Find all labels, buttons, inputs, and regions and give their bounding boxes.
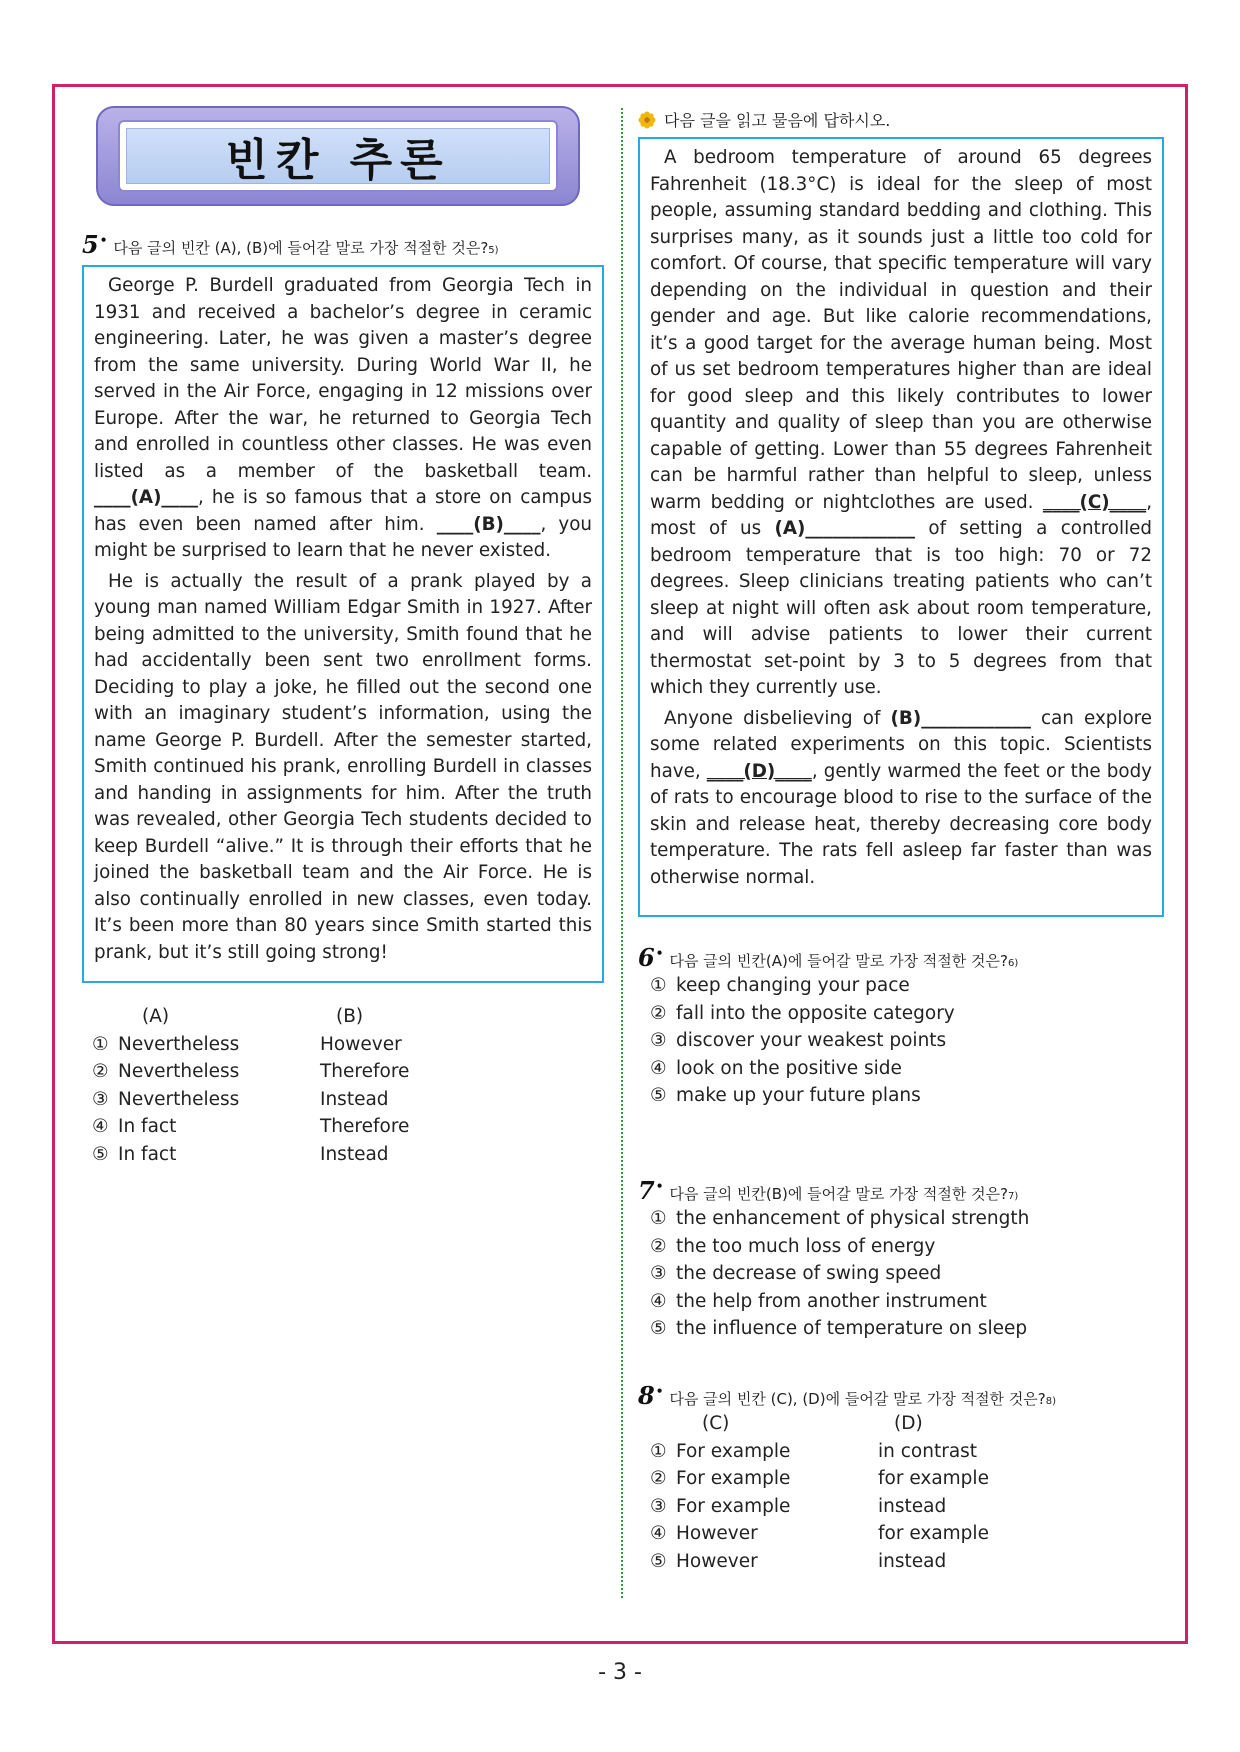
question-5-options bbox=[82, 1003, 604, 1169]
question-number: 8 • bbox=[638, 1381, 663, 1410]
question-8-header bbox=[638, 1381, 1164, 1410]
option-2[interactable]: ② Nevertheless Therefore bbox=[92, 1061, 410, 1083]
passage-paragraph: George P. Burdell graduated from Georgia Tech in 1931 and received a bachelor’s degree in ceramic engineering. Later, he was given a master’s degree from the same university. During World War II, he served in the Air Force, engaging in 12 missions over Europe. After the war, he returned to Georgia Tech and enrolled in countless other classes. He was even listed as a member of the basketball team. ____(A)____, he is so famous that a store on campus has even been named after him. ____(B)____, you might be surprised to learn that he never existed. bbox=[94, 275, 593, 561]
option-5[interactable]: ⑤ However instead bbox=[650, 1550, 947, 1572]
flower-icon bbox=[638, 111, 656, 129]
option-1[interactable]: ① the enhancement of physical strength bbox=[650, 1207, 1030, 1229]
blank-a: ____(A)____ bbox=[94, 487, 198, 508]
right-column bbox=[638, 108, 1164, 1576]
option-2[interactable]: ② fall into the opposite category bbox=[650, 1002, 955, 1024]
option-4[interactable]: ④ In fact Therefore bbox=[92, 1116, 410, 1138]
footnote-ref: 8) bbox=[1045, 1395, 1057, 1407]
page-number: - 3 - bbox=[598, 1660, 642, 1685]
blank-b: ____(B)____ bbox=[436, 513, 541, 535]
question-7-options bbox=[638, 1205, 1164, 1343]
passage-paragraph: He is actually the result of a prank played by a young man named William Edgar Smith in 1927. After being admitted to the university, Smith found that he had accidentally been sent two enrollment forms. Deciding to play a joke, he filled out the second one with an imaginary student’s information, using the name George P. Burdell. After the semester started, Smith continued his prank, enrolling Burdell in classes and handing in assignments for him. After the truth was revealed, other Georgia Tech students decided to keep Burdell “alive.” It is through their efforts that he joined the basketball team and the Air Force. He is also continually enrolled in new classes, even today. It’s been more than 80 years since Smith started this prank, but it’s still going strong! bbox=[94, 570, 592, 963]
option-3[interactable]: ③ discover your weakest points bbox=[650, 1030, 947, 1052]
footnote-ref: 6) bbox=[1008, 958, 1019, 969]
column-label-a: (A) bbox=[142, 1006, 170, 1027]
question-7-header bbox=[638, 1176, 1164, 1205]
passage-paragraph: A bedroom temperature of around 65 degrees Fahrenheit (18.3°C) is ideal for the sleep of most people, assuming standard bedding and clothing. This surprises many, as it sounds just a little too cold for comfort. Of course, that specific temperature will vary depending on the individual in question and their gender and age. But like calorie recommendations, it’s a good target for the average human being. Most of us set bedroom temperatures higher than are ideal for good sleep and this likely contributes to lower quantity and quality of sleep than you are otherwise capable of getting. Lower than 55 degrees Fahrenheit can be harmful rather than helpful to sleep, unless warm bedding or nightclothes are used. ____(C)____, most of us (A)____________ of setting a controlled bedroom temperature that is too high: 70 or 72 degrees. Sleep clinicians treating patients who can’t sleep at night will often ask about room temperature, and will advise patients to lower their current thermostat set-point by 3 to 5 degrees from that which they currently use. bbox=[650, 147, 1153, 698]
option-5[interactable]: ⑤ In fact Instead bbox=[92, 1143, 389, 1165]
question-prompt: 다음 글의 빈칸 (C), (D)에 들어갈 말로 가장 적절한 것은? bbox=[669, 1389, 1046, 1408]
column-label-b: (B) bbox=[336, 1006, 364, 1027]
options-header bbox=[92, 1003, 604, 1031]
blank-a: (A)____________ bbox=[774, 518, 916, 539]
column-divider bbox=[621, 108, 623, 1598]
option-1[interactable]: ① For example in contrast bbox=[650, 1440, 978, 1462]
question-prompt: 다음 글의 빈칸 (A), (B)에 들어갈 말로 가장 적절한 것은? bbox=[113, 239, 489, 257]
column-label-c: (C) bbox=[702, 1412, 730, 1434]
option-3[interactable]: ③ the decrease of swing speed bbox=[650, 1263, 942, 1285]
question-prompt: 다음 글의 빈칸(A)에 들어갈 말로 가장 적절한 것은? bbox=[669, 952, 1008, 970]
blank-c: ____(C)____ bbox=[1042, 491, 1147, 513]
question-prompt: 다음 글의 빈칸(B)에 들어갈 말로 가장 적절한 것은? bbox=[669, 1184, 1009, 1203]
footnote-ref: 5) bbox=[488, 245, 499, 256]
option-1[interactable]: ① Nevertheless However bbox=[92, 1033, 402, 1055]
left-column bbox=[82, 106, 604, 1169]
option-2[interactable]: ② For example for example bbox=[650, 1468, 989, 1490]
section-title-badge bbox=[96, 106, 580, 206]
question-number: 7 • bbox=[638, 1176, 663, 1205]
question-6-header bbox=[638, 943, 1164, 972]
section-title: 빈칸 추론 bbox=[225, 135, 451, 186]
question-5-header bbox=[82, 230, 604, 259]
blank-d: ____(D)____ bbox=[706, 760, 812, 782]
passage-paragraph: Anyone disbelieving of (B)____________ can explore some related experiments on this topic. Scientists have, ____(D)____, gently warmed the feet or the body of rats to encourage blood to rise to the surface of the skin and release heat, thereby decreasing core body temperature. The rats fell asleep far faster than was otherwise normal. bbox=[650, 707, 1153, 888]
shared-instruction bbox=[638, 108, 1164, 131]
question-6-options bbox=[638, 972, 1164, 1110]
option-4[interactable]: ④ look on the positive side bbox=[650, 1057, 902, 1079]
option-1[interactable]: ① keep changing your pace bbox=[650, 975, 910, 996]
blank-b: (B)____________ bbox=[890, 707, 1031, 729]
shared-passage bbox=[638, 137, 1164, 917]
footnote-ref: 7) bbox=[1008, 1190, 1019, 1202]
option-4[interactable]: ④ However for example bbox=[650, 1523, 989, 1545]
option-5[interactable]: ⑤ the influence of temperature on sleep bbox=[650, 1318, 1028, 1340]
options-header bbox=[650, 1410, 1164, 1438]
question-8-options bbox=[638, 1410, 1164, 1576]
question-5-passage bbox=[82, 265, 604, 983]
option-5[interactable]: ⑤ make up your future plans bbox=[650, 1085, 921, 1107]
question-number: 5 • bbox=[82, 230, 107, 259]
option-4[interactable]: ④ the help from another instrument bbox=[650, 1290, 987, 1312]
option-3[interactable]: ③ For example instead bbox=[650, 1495, 947, 1517]
option-2[interactable]: ② the too much loss of energy bbox=[650, 1235, 936, 1257]
instruction-text: 다음 글을 읽고 물음에 답하시오. bbox=[664, 111, 891, 130]
option-3[interactable]: ③ Nevertheless Instead bbox=[92, 1088, 389, 1110]
column-label-d: (D) bbox=[894, 1412, 923, 1434]
question-number: 6 • bbox=[638, 943, 663, 972]
